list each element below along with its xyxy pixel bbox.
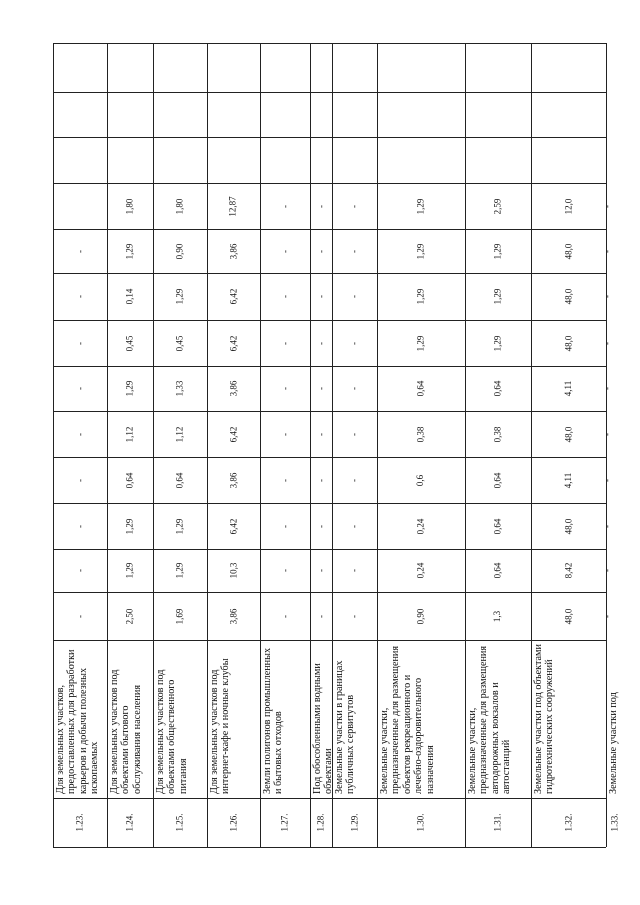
- value-cell: [377, 137, 465, 183]
- value-cell: [531, 183, 606, 229]
- value-text: 48,0: [563, 288, 573, 305]
- row-description: Земельные участки под: [608, 692, 619, 794]
- value-cell: [53, 92, 107, 137]
- value-text: 0,45: [124, 335, 135, 351]
- value-cell: [207, 592, 260, 640]
- row-description: Земли полигонов промышленных и бытовых отходов: [262, 647, 285, 794]
- value-text: -: [279, 387, 290, 390]
- value-cell: [531, 92, 606, 137]
- value-cell: [332, 273, 377, 320]
- value-cell: [207, 411, 260, 457]
- value-cell: [332, 320, 377, 366]
- value-cell: [377, 229, 465, 273]
- value-text: -: [74, 478, 85, 482]
- value-cell: [602, 229, 612, 273]
- value-cell: [332, 549, 377, 592]
- row-description: Земельные участки, предназначенные для размещения объектов рекреационного и лечебно-оздоровительного назначения: [379, 645, 436, 794]
- value-text: 1,29: [415, 288, 426, 305]
- value-cell: [260, 229, 310, 273]
- row-number: 1.27.: [279, 813, 290, 832]
- value-cell: [602, 273, 612, 320]
- value-text: -: [74, 387, 85, 390]
- value-cell: [207, 273, 260, 320]
- row-description: Земельные участки в границах публичных сервитутов: [334, 660, 357, 794]
- value-text: 0,64: [492, 562, 503, 579]
- value-text: -: [602, 341, 612, 345]
- value-cell: [377, 320, 465, 366]
- value-cell: [531, 320, 606, 366]
- value-cell: [310, 137, 332, 183]
- value-text: -: [74, 524, 85, 528]
- value-cell: [310, 229, 332, 273]
- value-text: 0,14: [124, 288, 135, 305]
- value-cell: [602, 549, 612, 592]
- value-cell: [465, 273, 531, 320]
- value-cell: [531, 411, 606, 457]
- value-text: 3,86: [228, 380, 238, 397]
- value-cell: [377, 411, 465, 457]
- row-description: Под обособленными водными объектами: [312, 663, 335, 794]
- value-text: -: [315, 432, 326, 436]
- value-text: 0,6: [415, 474, 426, 486]
- value-text: 1,29: [124, 380, 135, 397]
- value-text: 12,0: [563, 198, 573, 214]
- value-text: -: [74, 432, 85, 436]
- row-number: 1.30.: [415, 813, 426, 832]
- value-text: 1,3: [492, 610, 503, 622]
- value-cell: [53, 366, 107, 411]
- row-number-cell: [260, 798, 310, 847]
- value-cell: [107, 92, 153, 137]
- value-text: 1,29: [415, 243, 426, 259]
- value-text: -: [349, 569, 359, 572]
- value-text: 1,29: [124, 562, 135, 579]
- value-text: -: [279, 524, 290, 528]
- value-text: 0,64: [124, 472, 135, 488]
- value-cell: [465, 137, 531, 183]
- value-cell: [260, 92, 310, 137]
- row-number: 1.32.: [563, 813, 573, 832]
- value-cell: [602, 503, 612, 549]
- value-cell: [310, 183, 332, 229]
- value-cell: [107, 183, 153, 229]
- value-cell: [377, 592, 465, 640]
- value-text: -: [349, 249, 359, 253]
- value-cell: [153, 183, 207, 229]
- value-text: 0,64: [174, 472, 185, 488]
- value-cell: [107, 592, 153, 640]
- value-text: -: [602, 524, 612, 528]
- value-text: -: [279, 341, 290, 345]
- value-cell: [465, 592, 531, 640]
- value-text: -: [602, 478, 612, 482]
- value-text: 0,90: [415, 608, 426, 624]
- value-text: 8,42: [563, 562, 573, 579]
- value-text: 0,24: [415, 562, 426, 579]
- value-text: 48,0: [563, 608, 573, 624]
- value-text: 0,64: [492, 518, 503, 534]
- value-cell: [153, 320, 207, 366]
- value-text: -: [74, 614, 85, 618]
- value-cell: [310, 320, 332, 366]
- value-cell: [107, 457, 153, 503]
- value-cell: [153, 457, 207, 503]
- value-cell: [107, 411, 153, 457]
- value-text: -: [279, 432, 290, 436]
- value-cell: [531, 137, 606, 183]
- row-number: 1.29.: [349, 813, 359, 832]
- value-cell: [107, 137, 153, 183]
- value-text: 1,29: [124, 518, 135, 534]
- value-text: 1,80: [174, 198, 185, 214]
- value-text: 6,42: [228, 518, 238, 534]
- value-text: -: [315, 478, 326, 482]
- value-text: 0,90: [174, 243, 185, 259]
- value-cell: [465, 92, 531, 137]
- value-text: 0,64: [415, 380, 426, 397]
- value-cell: [260, 549, 310, 592]
- value-cell: [207, 366, 260, 411]
- value-cell: [602, 183, 612, 229]
- row-description: Земельные участки под объектами гидротехнических сооружений: [533, 644, 556, 794]
- value-cell: [153, 592, 207, 640]
- value-cell: [310, 503, 332, 549]
- row-description: Земельные участки, предназначенные для размещения автодорожных вокзалов и автостанций: [467, 645, 513, 794]
- value-text: -: [315, 204, 326, 208]
- value-text: -: [602, 387, 612, 390]
- value-text: 2,59: [492, 198, 503, 214]
- value-cell: [260, 273, 310, 320]
- value-text: -: [349, 204, 359, 208]
- table-gridline-horizontal: [53, 640, 606, 641]
- row-number: 1.31.: [492, 813, 503, 832]
- value-cell: [531, 457, 606, 503]
- value-cell: [53, 229, 107, 273]
- value-text: 0,38: [415, 426, 426, 442]
- row-number: 1.28.: [315, 813, 326, 832]
- value-text: 48,0: [563, 243, 573, 259]
- value-text: 1,29: [492, 335, 503, 351]
- value-cell: [310, 411, 332, 457]
- value-cell: [107, 366, 153, 411]
- value-cell: [107, 503, 153, 549]
- value-text: -: [315, 295, 326, 298]
- value-cell: [153, 137, 207, 183]
- value-text: 3,86: [228, 243, 238, 259]
- value-text: -: [349, 524, 359, 528]
- row-number: 1.26.: [228, 813, 238, 832]
- value-text: -: [315, 524, 326, 528]
- value-cell: [207, 183, 260, 229]
- value-cell: [377, 183, 465, 229]
- value-cell: [377, 273, 465, 320]
- value-text: 6,42: [228, 288, 238, 305]
- value-cell: [260, 503, 310, 549]
- value-cell: [53, 273, 107, 320]
- value-text: -: [602, 204, 612, 208]
- value-cell: [260, 411, 310, 457]
- row-number: 1.25.: [174, 813, 185, 832]
- value-cell: [332, 92, 377, 137]
- value-text: -: [279, 204, 290, 208]
- value-text: 6,42: [228, 335, 238, 351]
- value-cell: [332, 411, 377, 457]
- value-text: 0,38: [492, 426, 503, 442]
- value-cell: [332, 183, 377, 229]
- value-text: 1,29: [492, 243, 503, 259]
- value-cell: [332, 229, 377, 273]
- value-text: -: [602, 432, 612, 436]
- value-cell: [53, 457, 107, 503]
- value-cell: [260, 320, 310, 366]
- value-cell: [465, 411, 531, 457]
- value-text: -: [279, 569, 290, 572]
- row-number-cell: [606, 798, 624, 847]
- value-cell: [107, 229, 153, 273]
- value-text: -: [279, 614, 290, 618]
- value-text: 1,33: [174, 380, 185, 397]
- value-text: -: [602, 249, 612, 253]
- value-cell: [465, 549, 531, 592]
- row-number-cell: [465, 798, 531, 847]
- value-cell: [332, 457, 377, 503]
- value-text: -: [279, 478, 290, 482]
- value-cell: [332, 592, 377, 640]
- value-cell: [153, 229, 207, 273]
- value-text: 12,87: [228, 195, 238, 217]
- value-cell: [107, 549, 153, 592]
- value-cell: [153, 92, 207, 137]
- value-cell: [377, 503, 465, 549]
- value-cell: [260, 183, 310, 229]
- value-cell: [53, 503, 107, 549]
- value-text: 4,11: [562, 380, 573, 397]
- value-text: -: [279, 295, 290, 298]
- value-cell: [53, 549, 107, 592]
- value-cell: [207, 549, 260, 592]
- value-text: 1,80: [124, 198, 135, 214]
- value-text: -: [602, 569, 612, 572]
- value-text: -: [349, 341, 359, 345]
- value-text: -: [315, 614, 326, 618]
- value-cell: [153, 503, 207, 549]
- table-gridline-horizontal: [53, 847, 606, 848]
- row-number-cell: [53, 798, 107, 847]
- value-text: 1,29: [415, 198, 426, 214]
- value-cell: [310, 366, 332, 411]
- value-cell: [153, 273, 207, 320]
- value-text: 10,3: [228, 562, 238, 579]
- value-cell: [332, 503, 377, 549]
- value-text: -: [349, 295, 359, 298]
- value-cell: [207, 503, 260, 549]
- value-text: 48,0: [563, 518, 573, 534]
- value-cell: [53, 183, 107, 229]
- value-cell: [153, 549, 207, 592]
- value-cell: [531, 549, 606, 592]
- value-text: -: [315, 569, 326, 572]
- value-cell: [260, 457, 310, 503]
- value-cell: [310, 592, 332, 640]
- value-text: 1,29: [174, 288, 185, 305]
- value-text: 1,29: [124, 243, 135, 259]
- value-cell: [53, 320, 107, 366]
- value-cell: [465, 183, 531, 229]
- value-text: -: [74, 249, 85, 253]
- row-number-cell: [332, 798, 377, 847]
- row-number-cell: [207, 798, 260, 847]
- row-number: 1.33.: [609, 813, 620, 832]
- row-number-cell: [107, 798, 153, 847]
- value-text: 1,29: [415, 335, 426, 351]
- value-text: -: [349, 387, 359, 390]
- value-cell: [465, 457, 531, 503]
- value-text: 0,64: [492, 472, 503, 488]
- value-cell: [465, 320, 531, 366]
- value-cell: [53, 137, 107, 183]
- value-cell: [377, 549, 465, 592]
- value-text: -: [74, 341, 85, 345]
- value-text: -: [315, 387, 326, 390]
- value-text: 3,86: [228, 472, 238, 488]
- value-cell: [53, 411, 107, 457]
- value-text: 1,69: [174, 608, 185, 624]
- value-text: -: [349, 614, 359, 618]
- value-text: -: [349, 478, 359, 482]
- value-text: 6,42: [228, 426, 238, 442]
- value-cell: [310, 549, 332, 592]
- value-cell: [465, 229, 531, 273]
- row-number-cell: [153, 798, 207, 847]
- row-number: 1.23.: [74, 813, 85, 832]
- value-cell: [107, 320, 153, 366]
- value-cell: [377, 92, 465, 137]
- value-cell: [602, 457, 612, 503]
- value-text: 0,24: [415, 518, 426, 534]
- row-description: Для земельных участков под объектами бытового обслуживания населения: [109, 669, 143, 794]
- value-text: 4,11: [562, 472, 573, 488]
- row-description: Для земельных участков, предоставленных для разработки карьеров и добычи полезных ископаемых: [55, 649, 101, 794]
- value-cell: [207, 92, 260, 137]
- value-cell: [332, 137, 377, 183]
- value-text: -: [602, 295, 612, 298]
- value-cell: [531, 366, 606, 411]
- value-text: 48,0: [563, 426, 573, 442]
- value-cell: [260, 592, 310, 640]
- value-text: 1,12: [124, 426, 135, 442]
- row-description: Для земельных участков под объектами общественного питания: [155, 669, 189, 794]
- row-description: Для земельных участков под интернет-кафе и ночные клубы: [209, 658, 232, 794]
- value-text: -: [315, 249, 326, 253]
- row-number-cell: [377, 798, 465, 847]
- value-cell: [107, 273, 153, 320]
- table-gridline-horizontal: [53, 43, 606, 44]
- value-cell: [531, 503, 606, 549]
- value-text: 1,29: [174, 518, 185, 534]
- value-text: 2,50: [124, 608, 135, 624]
- value-cell: [465, 366, 531, 411]
- value-cell: [377, 457, 465, 503]
- value-cell: [531, 592, 606, 640]
- value-cell: [465, 503, 531, 549]
- value-cell: [207, 320, 260, 366]
- value-cell: [207, 137, 260, 183]
- value-cell: [260, 366, 310, 411]
- value-cell: [207, 229, 260, 273]
- value-text: 1,29: [174, 562, 185, 579]
- value-text: 48,0: [563, 335, 573, 351]
- value-text: -: [602, 614, 612, 618]
- value-text: -: [349, 432, 359, 436]
- value-text: 0,45: [174, 335, 185, 351]
- value-cell: [260, 137, 310, 183]
- value-cell: [332, 366, 377, 411]
- value-cell: [207, 457, 260, 503]
- value-cell: [602, 366, 612, 411]
- value-cell: [602, 411, 612, 457]
- value-cell: [153, 366, 207, 411]
- value-cell: [377, 366, 465, 411]
- value-text: 1,12: [174, 426, 185, 442]
- value-cell: [53, 592, 107, 640]
- value-cell: [602, 320, 612, 366]
- value-cell: [531, 273, 606, 320]
- row-number-cell: [310, 798, 332, 847]
- value-cell: [310, 457, 332, 503]
- value-cell: [310, 273, 332, 320]
- value-text: 0,64: [492, 380, 503, 397]
- value-text: -: [74, 295, 85, 298]
- value-cell: [310, 92, 332, 137]
- value-cell: [153, 411, 207, 457]
- value-text: 3,86: [228, 608, 238, 624]
- value-cell: [531, 229, 606, 273]
- value-text: -: [279, 249, 290, 253]
- row-number: 1.24.: [124, 813, 135, 832]
- row-number-cell: [531, 798, 606, 847]
- value-cell: [602, 592, 612, 640]
- value-text: 1,29: [492, 288, 503, 305]
- value-text: -: [74, 569, 85, 572]
- value-text: -: [315, 341, 326, 345]
